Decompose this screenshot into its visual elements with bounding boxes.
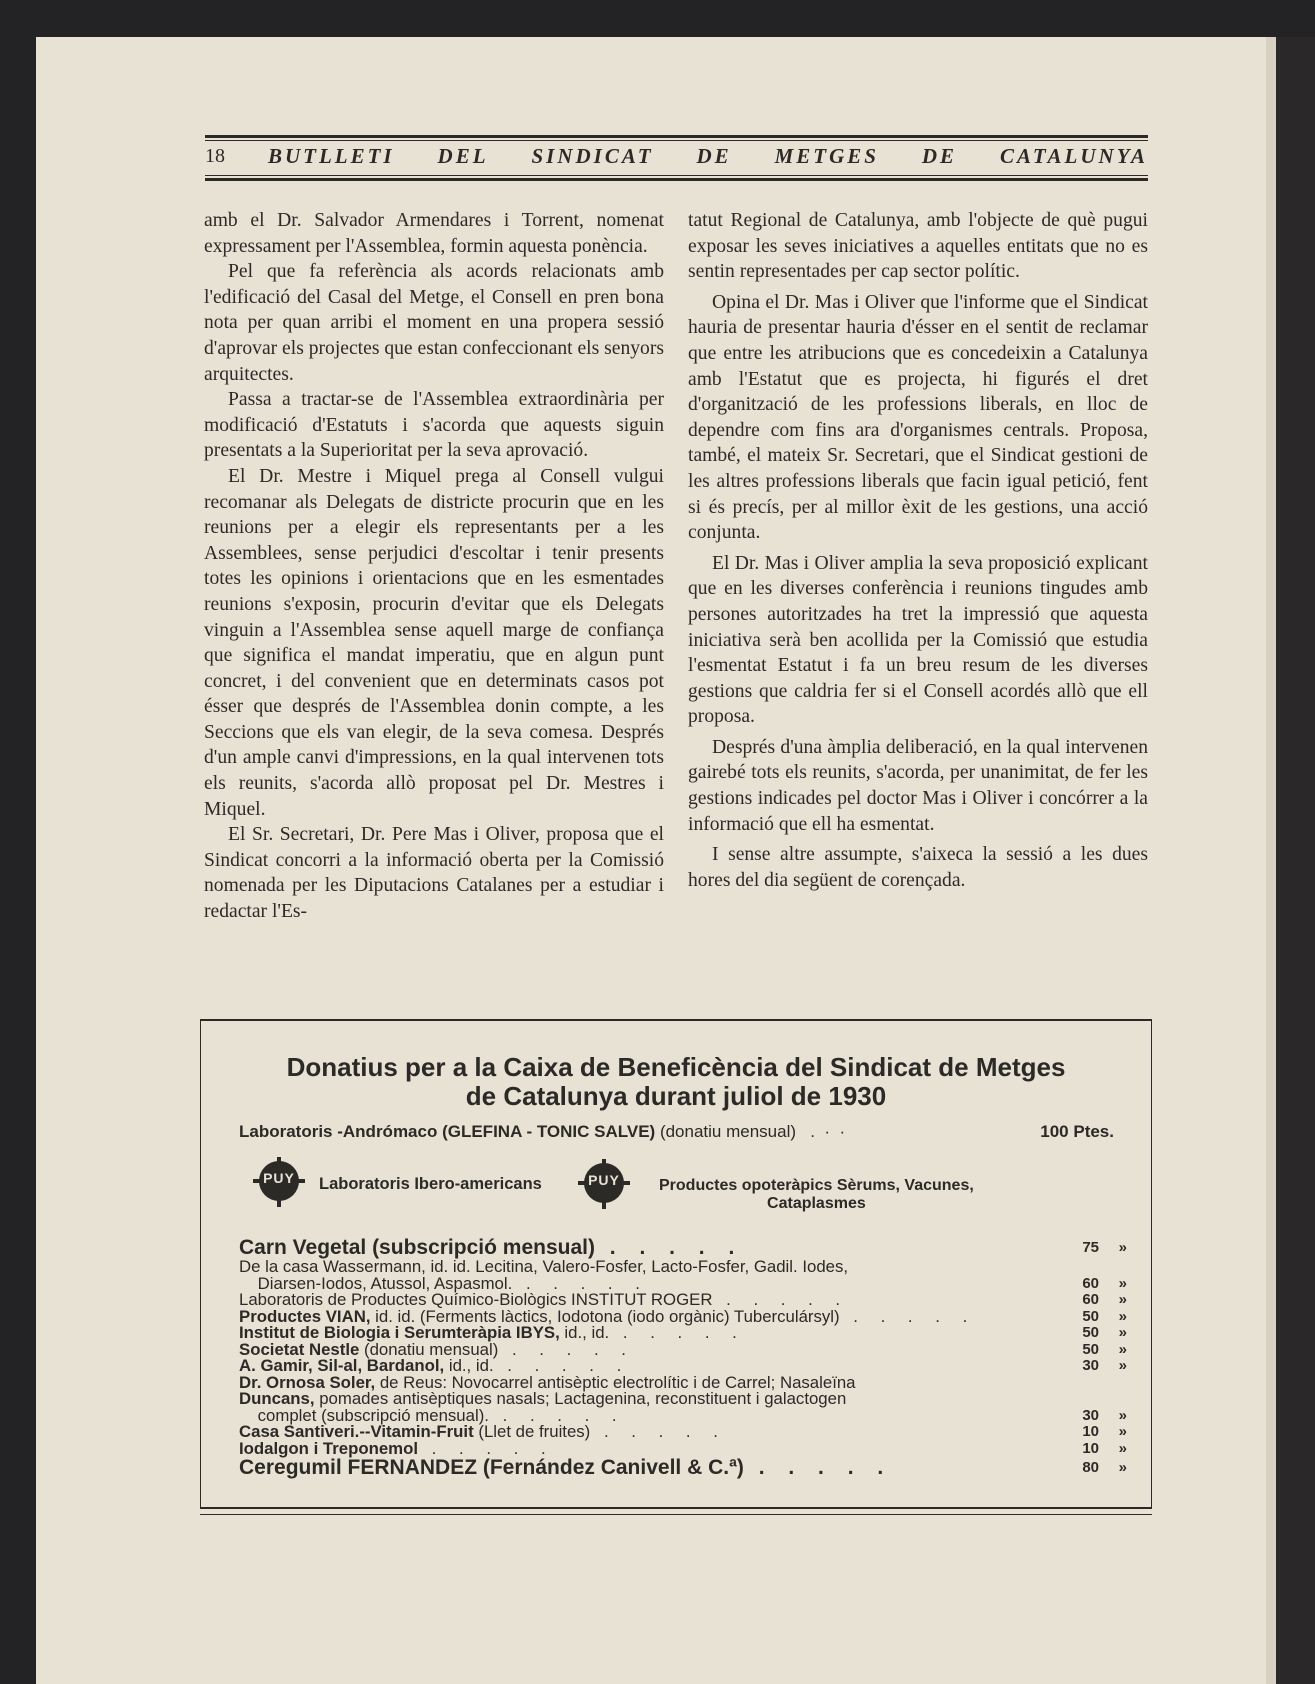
donations-title: Donatius per a la Caixa de Beneficència del Sindicat de Metges de Catalunya durant juliol de 1930 [286,1052,1066,1111]
donor-detail: (Llet de fruites) [473,1422,591,1441]
donor-name: Carn Vegetal [239,1236,367,1259]
paragraph: I sense altre assumpte, s'aixeca la sessió a les dues hores del dia següent de corençada. [688,844,1148,891]
paragraph: Opina el Dr. Mas i Oliver que l'informe que el Sindicat hauria de presentar hauria d'ésser en el sentit de reclamar que entre les atribucions que es concedeixin a Catalunya amb l'Estatut que es projecta, hi figurés el dret d'organització de les professions liberals, en lloc de dependre com fins ara d'organismes centrals. Proposa, també, el mateix Sr. Secretari, que el Sindicat gestioni de les altres professions liberals que facin igual petició, fent si és precís, per al millor èxit de les gestions, una acció conjunta. [688,291,1148,544]
donor-name: Institut de Biologia i Serumteràpia IBYS, [239,1323,560,1342]
donor-name: Iodalgon i Treponemol [239,1438,419,1458]
donor-detail: Laboratoris de Productes Químico-Biològics INSTITUT ROGER [239,1290,713,1309]
logo-label: Laboratoris Ibero-americans [319,1175,542,1193]
donor-detail: (Fernández Canivell & C.ª) [477,1456,744,1479]
paragraph: El Dr. Mestre i Miquel prega al Consell vulgui recomanar als Delegats de districte procurin que en les reunions per a elegir els representants per a les Assemblees, sense perjudici d'escoltar i tenir presents totes les opinions i orientacions que en les esmentades reunions s'exposin, procurin d'evitar que els Delegats vinguin a l'Assemblea sense aquell marge de confiança que significa el mandat imperatiu, que en algun punt concret, i del convenient que en determinats casos pot ésser que després de l'Assemblea donin compte, a les Seccions que els van elegir, de la seva comesa. Després d'un ample canvi d'impressions, en la qual intervenen tots els reunits, s'acorda allò proposat pel Dr. Mestres i Miquel. [204,465,664,820]
donor-detail: Diarsen-Iodos, Atussol, Aspasmol. [239,1273,513,1293]
page-number: 18 [205,145,225,167]
donation-amount: 80 [1082,1459,1099,1476]
header-word: BUTLLETI [267,144,395,168]
donation-entry: A. Gamir, Sil-al, Bardanol, id., id. . . . . . 30 » [239,1356,1127,1375]
donor-detail: pomades antisèptiques nasals; Lactagenina, reconstituent i galactogen [314,1389,847,1408]
donation-amount: 10 [1082,1439,1099,1457]
donation-amount: 50 [1082,1324,1099,1341]
donation-entry: Institut de Biologia i Serumteràpia IBYS, id., id. . . . . . 50 » [239,1323,1127,1342]
donation-entry: Iodalgon i Treponemol . . . . . 10 » [239,1438,1127,1458]
donation-entry: Laboratoris -Andrómaco (GLEFINA - TONIC SALVE) (donatiu mensual) . · · 100 Ptes. [239,1122,1114,1141]
donation-amount: 60 [1082,1291,1099,1308]
amount-suffix: » [1118,1406,1127,1424]
donor-name: Duncans, [239,1389,315,1408]
puy-logo-icon: PUY [574,1163,634,1205]
donations-box [200,1019,1152,1509]
amount-suffix: » [1118,1239,1127,1256]
paragraph: Després d'una àmplia deliberació, en la qual intervenen gairebé tots els reunits, s'acorda, per unanimitat, de fer les gestions indicades pel doctor Mas i Oliver i concórrer a la informació que ell ha esmentat. [688,736,1148,835]
paragraph: El Sr. Secretari, Dr. Pere Mas i Oliver, proposa que el Sindicat concorri a la informació oberta per la Comissió nomenada per les Diputacions Catalanes per a estudiar i redactar l'Es- [204,824,664,923]
donor-detail: De la casa Wassermann, id. id. Lecitina, Valero-Fosfer, Lacto-Fosfer, Gadil. Iodes, [239,1257,849,1276]
donor-detail: id., id. [559,1323,610,1342]
amount-suffix: » [1118,1357,1127,1374]
paragraph: Pel que fa referència als acords relacionats amb l'edificació del Casal del Metge, el Consell en pren bona nota per quan arribi el moment en una propera sessió d'aprovar els projectes que estan confeccionant els senyors arquitectes. [204,261,664,385]
donation-entry: Ceregumil FERNANDEZ (Fernández Canivell & C.ª) . . . . . 80 » [239,1456,1127,1479]
donor-detail: (donatiu mensual) [359,1339,499,1359]
amount-suffix: » [1118,1324,1127,1341]
donation-amount: 30 [1082,1406,1099,1424]
donation-entry: Casa Santiveri.--Vitamin-Fruit (Llet de fruites) . . . . . 10 » [239,1422,1127,1441]
puy-logo-icon: PUY [249,1161,309,1203]
paragraph: El Dr. Mas i Oliver amplia la seva proposició explicant que en les diverses conferència i reunions tingudes amb persones autoritzades ha tret la impressió que aquesta iniciativa serà ben acollida per la Comissió que estudia l'esmentat Estatut i fa un breu resum de les diverses gestions que caldria fer si el Consell acordés allò que ell proposa. [688,552,1148,728]
paragraph: amb el Dr. Salvador Armendares i Torrent, nomenat expressament per l'Assemblea, formin aquesta ponència. [204,210,664,257]
donor-name: Societat Nestle [239,1339,360,1359]
donation-entry: Laboratoris de Productes Químico-Biològics INSTITUT ROGER . . . . . 60 » [239,1290,1127,1309]
amount-suffix: » [1118,1291,1127,1308]
header-word: METGES [774,144,879,168]
donor-detail: id., id. [444,1356,494,1375]
donation-amount: 10 [1082,1423,1099,1440]
header-word: SINDICAT [531,144,654,168]
logo-row [249,1161,1119,1221]
paragraph: tatut Regional de Catalunya, amb l'objecte de què pugui exposar les seves iniciatives a aquelles entitats que no es sentin representades per cap sector polític. [688,210,1148,283]
donor-name: A. Gamir, Sil-al, Bardanol, [239,1356,445,1375]
running-header [205,135,1148,185]
amount-suffix: » [1118,1340,1127,1358]
donation-entry: Carn Vegetal (subscripció mensual) . . . . . 75 » [239,1236,1127,1259]
donor-name: Dr. Ornosa Soler, [239,1372,376,1392]
next-page-edge [1266,37,1315,1684]
donor-detail: id. id. (Ferments làctics, Iodotona (iodo orgànic) Tuberculársyl) [370,1306,840,1326]
donation-entry: Diarsen-Iodos, Atussol, Aspasmol. . . . . . 60 » [239,1273,1127,1293]
logo-label: Productes opoteràpics Sèrums, Vacunes, Cataplasmes [659,1177,974,1212]
donation-entry: Societat Nestle (donatiu mensual) . . . . . 50 » [239,1339,1127,1359]
donation-amount: 75 [1082,1239,1099,1256]
donor-detail: complet (subscripció mensual). [239,1405,489,1425]
donor-name: Ceregumil FERNANDEZ [239,1456,478,1479]
donor-name: Productes VIAN, [239,1306,371,1326]
amount-suffix: » [1118,1459,1127,1476]
left-column [204,208,664,925]
header-word: DE [696,144,732,168]
right-column [688,208,1148,893]
donation-entry: complet (subscripció mensual). . . . . . 30 » [239,1405,1127,1425]
donor-name: Casa Santiveri.--Vitamin-Fruit [239,1422,474,1441]
donation-amount: 60 [1082,1274,1099,1292]
paragraph: Passa a tractar-se de l'Assemblea extraordinària per modificació d'Estatuts i s'acorda que aquests siguin presentats a la Superioritat per la seva aprovació. [204,389,664,462]
amount-suffix: » [1118,1439,1127,1457]
amount-suffix: » [1118,1423,1127,1440]
donation-amount: 50 [1082,1340,1099,1358]
donation-entry: Productes VIAN, id. id. (Ferments làctics, Iodotona (iodo orgànic) Tuberculársyl) . . . . . 50 » [239,1306,1127,1326]
header-word: CATALUNYA [1000,144,1148,168]
donation-amount: 50 [1082,1307,1099,1325]
amount-suffix: » [1118,1307,1127,1325]
header-word: DE [921,144,958,168]
donation-amount: 100 Ptes. [1040,1122,1114,1141]
amount-suffix: » [1118,1274,1127,1292]
donor-detail: (subscripció mensual) [366,1236,595,1259]
donation-amount: 30 [1082,1357,1099,1374]
header-word: DEL [437,144,489,168]
donor-detail: de Reus: Novocarrel antisèptic electrolític i de Carrel; Nasaleïna [375,1372,856,1392]
donation-list [239,1236,1127,1479]
